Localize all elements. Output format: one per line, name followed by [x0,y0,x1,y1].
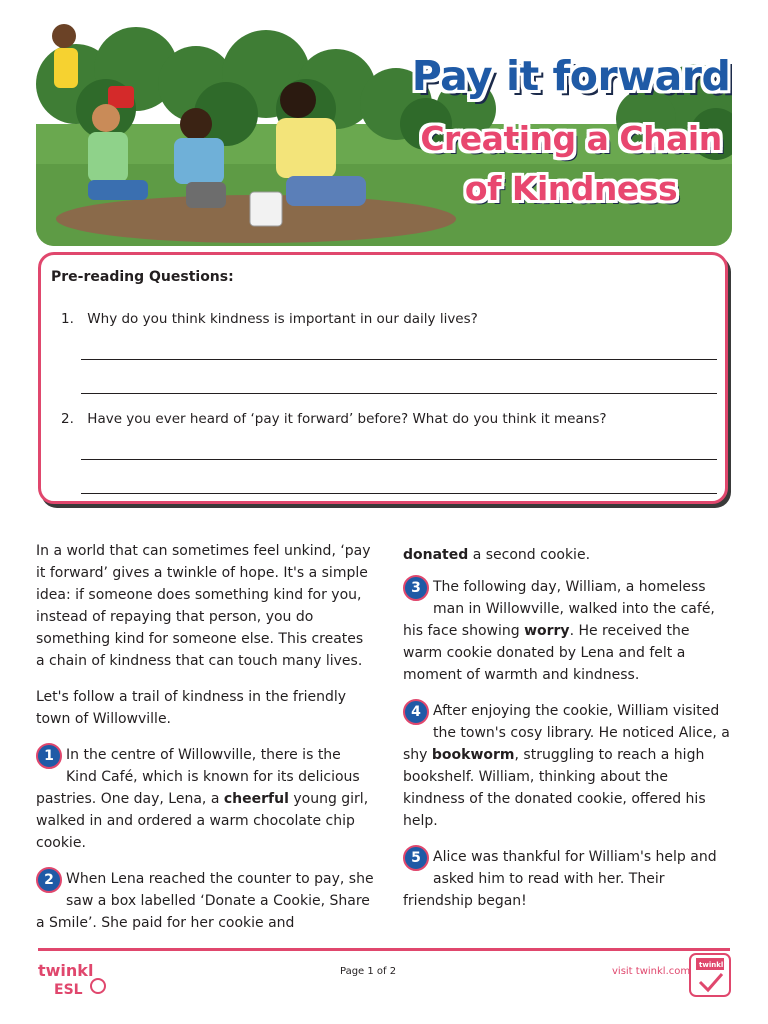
paragraph-text: The following day, William, a homeless man in Willowville, walked into the café, his face showing [403,579,715,639]
story-column-left [36,540,376,948]
footer-divider [38,948,730,951]
question-number: 2. [61,411,74,427]
paragraph-text: young girl, walked in and ordered a warm chocolate chip cookie. [36,791,369,851]
paragraph-text: In the centre of Willowville, there is the Kind Café, which is known for its delicious pastries. One day, Lena, a [36,747,360,807]
approved-label: twinkl [699,961,724,969]
story-paragraph-2 [36,868,376,934]
vocab-word: bookworm [431,747,515,763]
answer-line[interactable] [81,493,717,494]
number-badge-1: 1 [36,743,62,769]
story-paragraph-3 [403,576,733,686]
question-2 [61,411,607,427]
subtitle-line-1: Creating a Chain [420,119,722,158]
paragraph-text: . He received the warm cookie donated by Lena and felt a moment of warmth and kindness. [403,623,690,683]
paragraph-text: After enjoying the cookie, William visited the town's cosy library. He noticed Alice, a shy [403,703,730,763]
number-badge-3: 3 [403,575,429,601]
logo-text: twinkl [38,961,94,980]
page-title: Pay it forward [411,52,731,100]
vocab-word: donated [403,547,469,563]
question-number: 1. [61,311,74,327]
header-banner [36,14,732,246]
number-badge-2: 2 [36,867,62,893]
paragraph-text: When Lena reached the counter to pay, she saw a box labelled ‘Donate a Cookie, Share a Smile’. She paid for her cookie and [36,871,374,931]
paragraph-text: a second cookie. [468,547,591,563]
answer-line[interactable] [81,359,717,360]
quality-approved-icon [688,952,732,998]
vocab-word: worry [524,623,570,639]
paragraph-text: , struggling to reach a high bookshelf. William, thinking about the kindness of the donated cookie, offered his help. [403,747,706,829]
number-badge-5: 5 [403,845,429,871]
logo-subtext: ESL [54,982,83,998]
story-intro: In a world that can sometimes feel unkind, ‘pay it forward’ gives a twinkle of hope. It's a simple idea: if someone does something kind for you, instead of repaying that person, you do something kind for someone else. This creates a chain of kindness that can touch many lives. [36,543,371,669]
question-1 [61,311,478,327]
story-paragraph-1 [36,744,376,854]
pre-reading-box [38,252,728,504]
pre-reading-heading: Pre-reading Questions: [51,269,234,285]
answer-line[interactable] [81,393,717,394]
page-subtitle [386,114,732,214]
story-column-right [403,544,733,926]
story-intro-2: Let's follow a trail of kindness in the friendly town of Willowville. [36,689,347,727]
subtitle-line-2: of Kindness [464,169,678,208]
answer-line[interactable] [81,459,717,460]
twinkl-logo-icon[interactable] [36,956,116,1000]
paragraph-text: Alice was thankful for William's help and asked him to read with her. Their friendship began! [403,849,717,909]
story-paragraph-4 [403,700,733,832]
story-paragraph-5 [403,846,733,912]
question-text: Why do you think kindness is important in our daily lives? [87,311,478,327]
page-number: Page 1 of 2 [340,966,397,977]
vocab-word: cheerful [223,791,289,807]
website-link[interactable]: visit twinkl.com [612,966,691,977]
number-badge-4: 4 [403,699,429,725]
question-text: Have you ever heard of ‘pay it forward’ before? What do you think it means? [87,411,607,427]
story-paragraph-2-continued [403,544,733,566]
